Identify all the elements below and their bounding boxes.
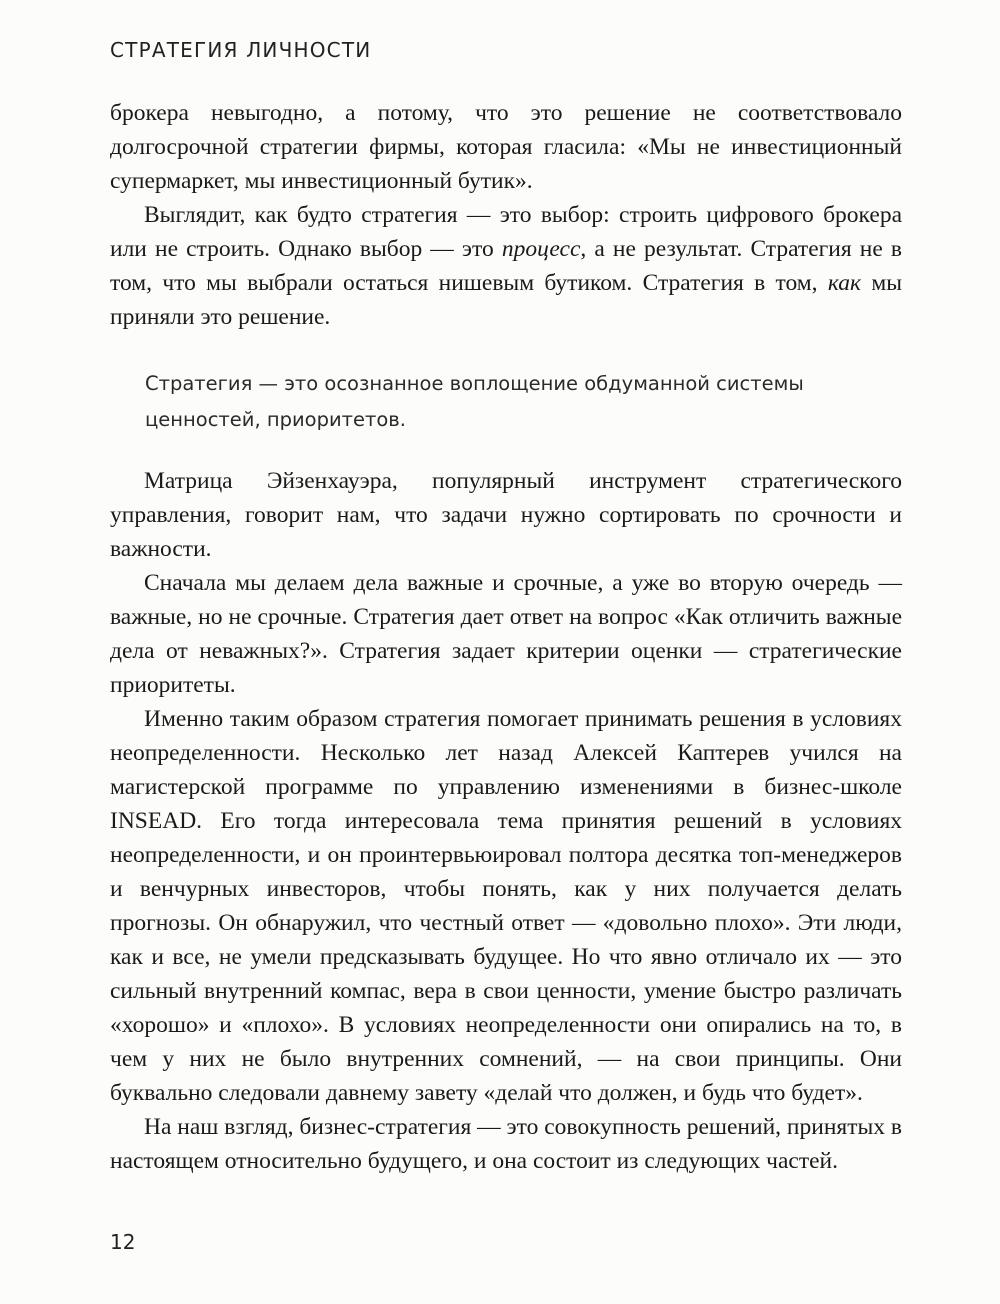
pull-quote: Стратегия — это осознанное воплощение обдуманной системы ценностей, приоритетов. <box>145 372 804 431</box>
text-segment: Матрица Эйзенхауэра, популярный инструмент стратегического управления, говорит нам, что задачи нужно сортировать по срочности и важности. <box>110 468 902 562</box>
paragraph <box>110 96 902 198</box>
page-number: 12 <box>110 1230 136 1254</box>
paragraph <box>110 566 902 702</box>
paragraph <box>110 198 902 334</box>
body-text-bottom <box>110 464 902 1178</box>
text-segment: На наш взгляд, бизнес-стратегия — это совокупность решений, принятых в настоящем относительно будущего, и она состоит из следующих частей. <box>110 1114 902 1174</box>
text-segment: брокера невыгодно, а потому, что это решение не соответствовало долгосрочной стратегии фирмы, которая гласила: «Мы не инвестиционный супермаркет, мы инвестиционный бутик». <box>110 100 902 194</box>
running-head: СТРАТЕГИЯ ЛИЧНОСТИ <box>110 38 372 62</box>
text-segment: Сначала мы делаем дела важные и срочные, а уже во вторую очередь — важные, но не срочные. Стратегия дает ответ на вопрос «Как отличить важные дела от неважных?». Стратегия задает критерии оценки — стратегические приоритеты. <box>110 570 902 698</box>
paragraph <box>110 1110 902 1178</box>
text-segment: мы приняли это решение. <box>110 270 902 330</box>
italic-segment: как <box>827 270 862 296</box>
text-segment: Именно таким образом стратегия помогает принимать решения в условиях неопределенности. Несколько лет назад Алексей Каптерев учился на магистерской программе по управлению изменениями в бизнес-школе INSEAD. Его тогда интересовала тема принятия решений в условиях неопределенности, и он проинтервьюировал полтора десятка топ-менеджеров и венчурных инвесторов, чтобы понять, как у них получается делать прогнозы. Он обнаружил, что честный ответ — «довольно плохо». Эти люди, как и все, не умели предсказывать будущее. Но что явно отличало их — это сильный внутренний компас, вера в свои ценности, умение быстро различать «хорошо» и «плохо». В условиях неопределенности они опирались на то, в чем у них не было внутренних сомнений, — на свои принципы. Они буквально следовали давнему завету «делай что должен, и будь что будет». <box>110 706 902 1106</box>
paragraph <box>110 702 902 1110</box>
italic-segment: процесс <box>501 236 581 262</box>
paragraph <box>110 464 902 566</box>
text-segment: , а не результат. Стратегия не в том, что мы выбрали остаться нишевым бутиком. Стратегия в том, <box>110 236 902 296</box>
body-text-top <box>110 96 902 334</box>
text-segment: Выглядит, как будто стратегия — это выбор: строить цифрового брокера или не строить. Однако выбор — это <box>110 202 902 262</box>
